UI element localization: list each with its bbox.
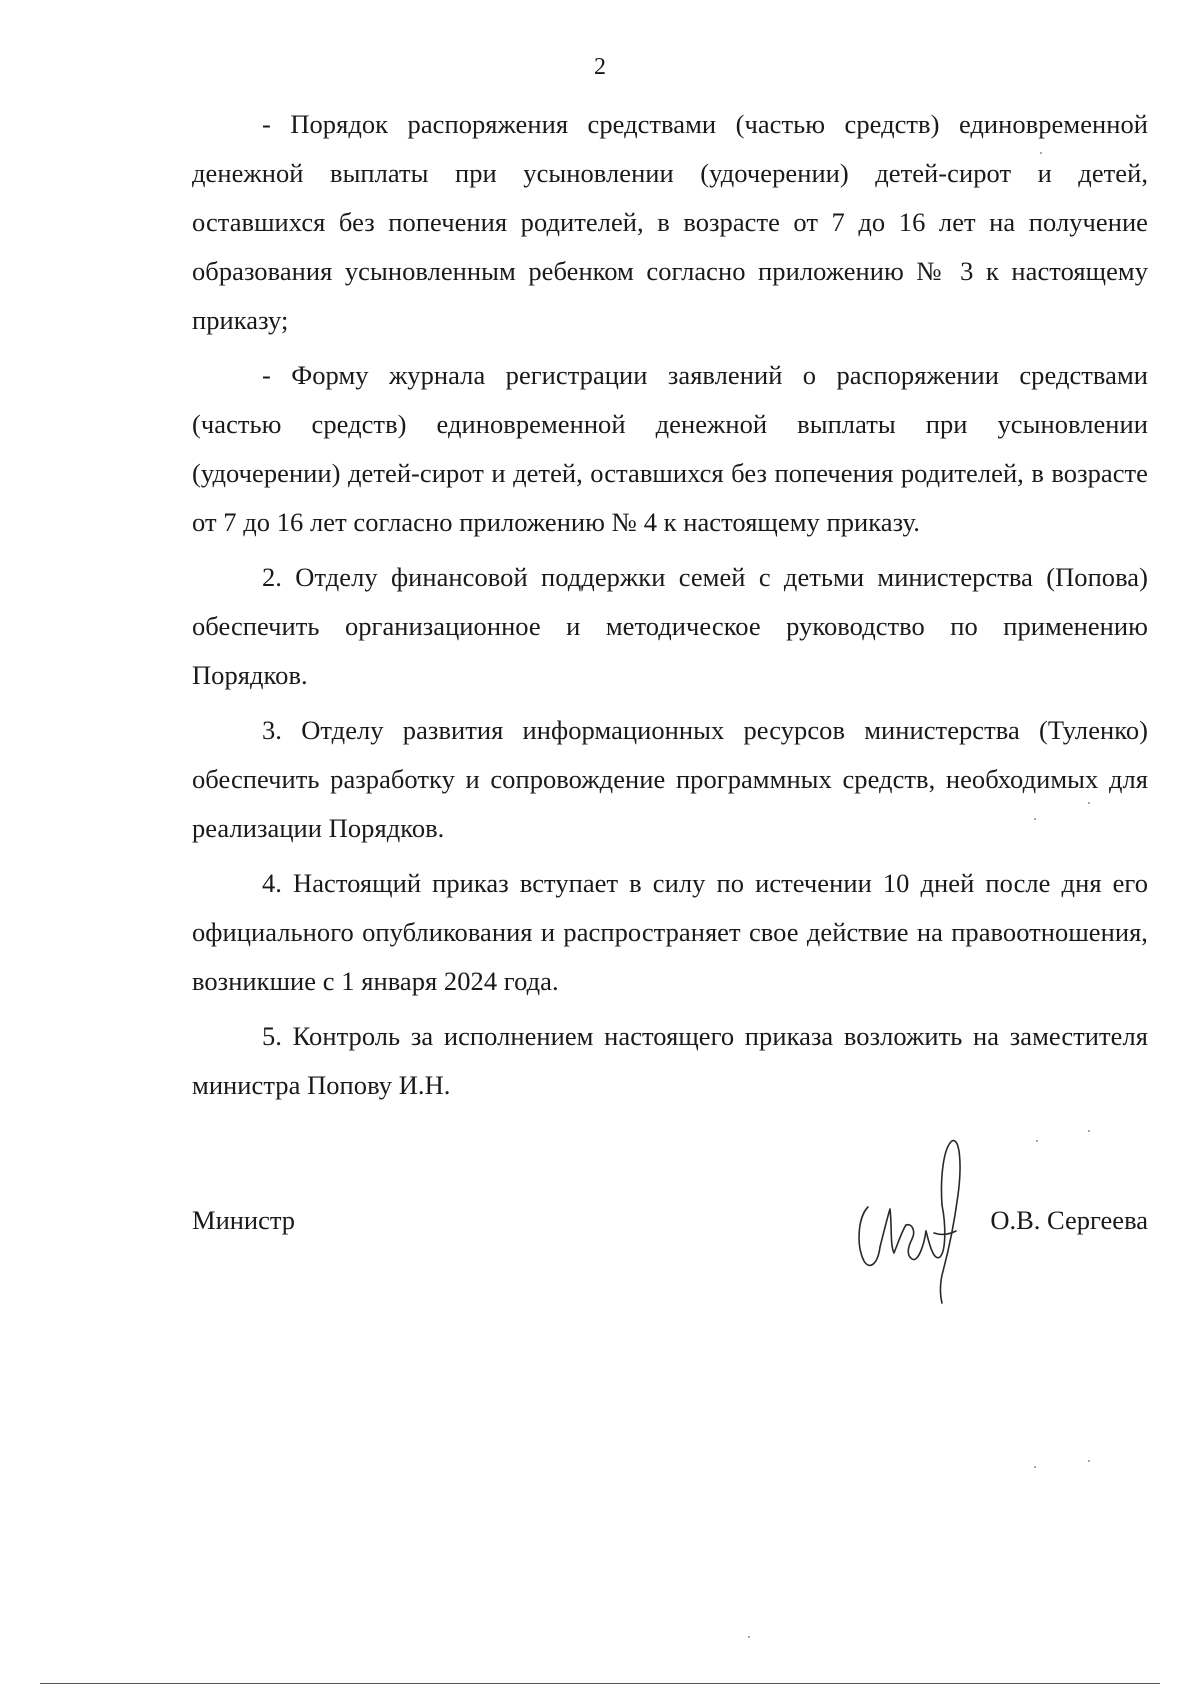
scan-speck: [1088, 1130, 1090, 1132]
paragraph-item-3: 3. Отделу развития информационных ресурсов министерства (Туленко) обеспечить разработку и сопровождение программных средств, необходимых для реализации Порядков.: [192, 715, 1148, 843]
paragraph-appendix-3: - Порядок распоряжения средствами (частью средств) единовременной денежной выплаты при усыновлении (удочерении) детей-сирот и детей, оставшихся без попечения родителей, в возрасте от 7 до 16 лет на получение образования усыновленным ребенком согласно приложению № 3 к настоящему приказу;: [192, 109, 1148, 335]
scan-speck: [1034, 1466, 1036, 1468]
signature-block: [192, 1205, 1148, 1265]
paragraph-appendix-4: - Форму журнала регистрации заявлений о распоряжении средствами (частью средств) единовременной денежной выплаты при усыновлении (удочерении) детей-сирот и детей, оставшихся без попечения родителей, в возрасте от 7 до 16 лет согласно приложению № 4 к настоящему приказу.: [192, 360, 1148, 537]
scan-speck: [1088, 802, 1090, 804]
paragraph-item-4: 4. Настоящий приказ вступает в силу по истечении 10 дней после дня его официального опубликования и распространяет свое действие на правоотношения, возникшие с 1 января 2024 года.: [192, 868, 1148, 996]
scan-speck: [1088, 1460, 1090, 1462]
paragraph-item-5: 5. Контроль за исполнением настоящего приказа возложить на заместителя министра Попову И.Н.: [192, 1021, 1148, 1100]
scan-speck: [1040, 152, 1042, 154]
bottom-edge-line: [40, 1683, 1160, 1684]
paragraph-item-2: 2. Отделу финансовой поддержки семей с детьми министерства (Попова) обеспечить организационное и методическое руководство по применению Порядков.: [192, 562, 1148, 690]
signatory-name: О.В. Сергеева: [990, 1205, 1148, 1235]
handwritten-signature: [850, 1135, 990, 1305]
page-number: 2: [594, 54, 606, 80]
scan-speck: [748, 1636, 750, 1638]
signatory-title: Министр: [192, 1205, 296, 1235]
scan-speck: [1036, 1140, 1038, 1142]
scan-speck: [1034, 818, 1036, 820]
document-body: [192, 100, 1148, 1116]
